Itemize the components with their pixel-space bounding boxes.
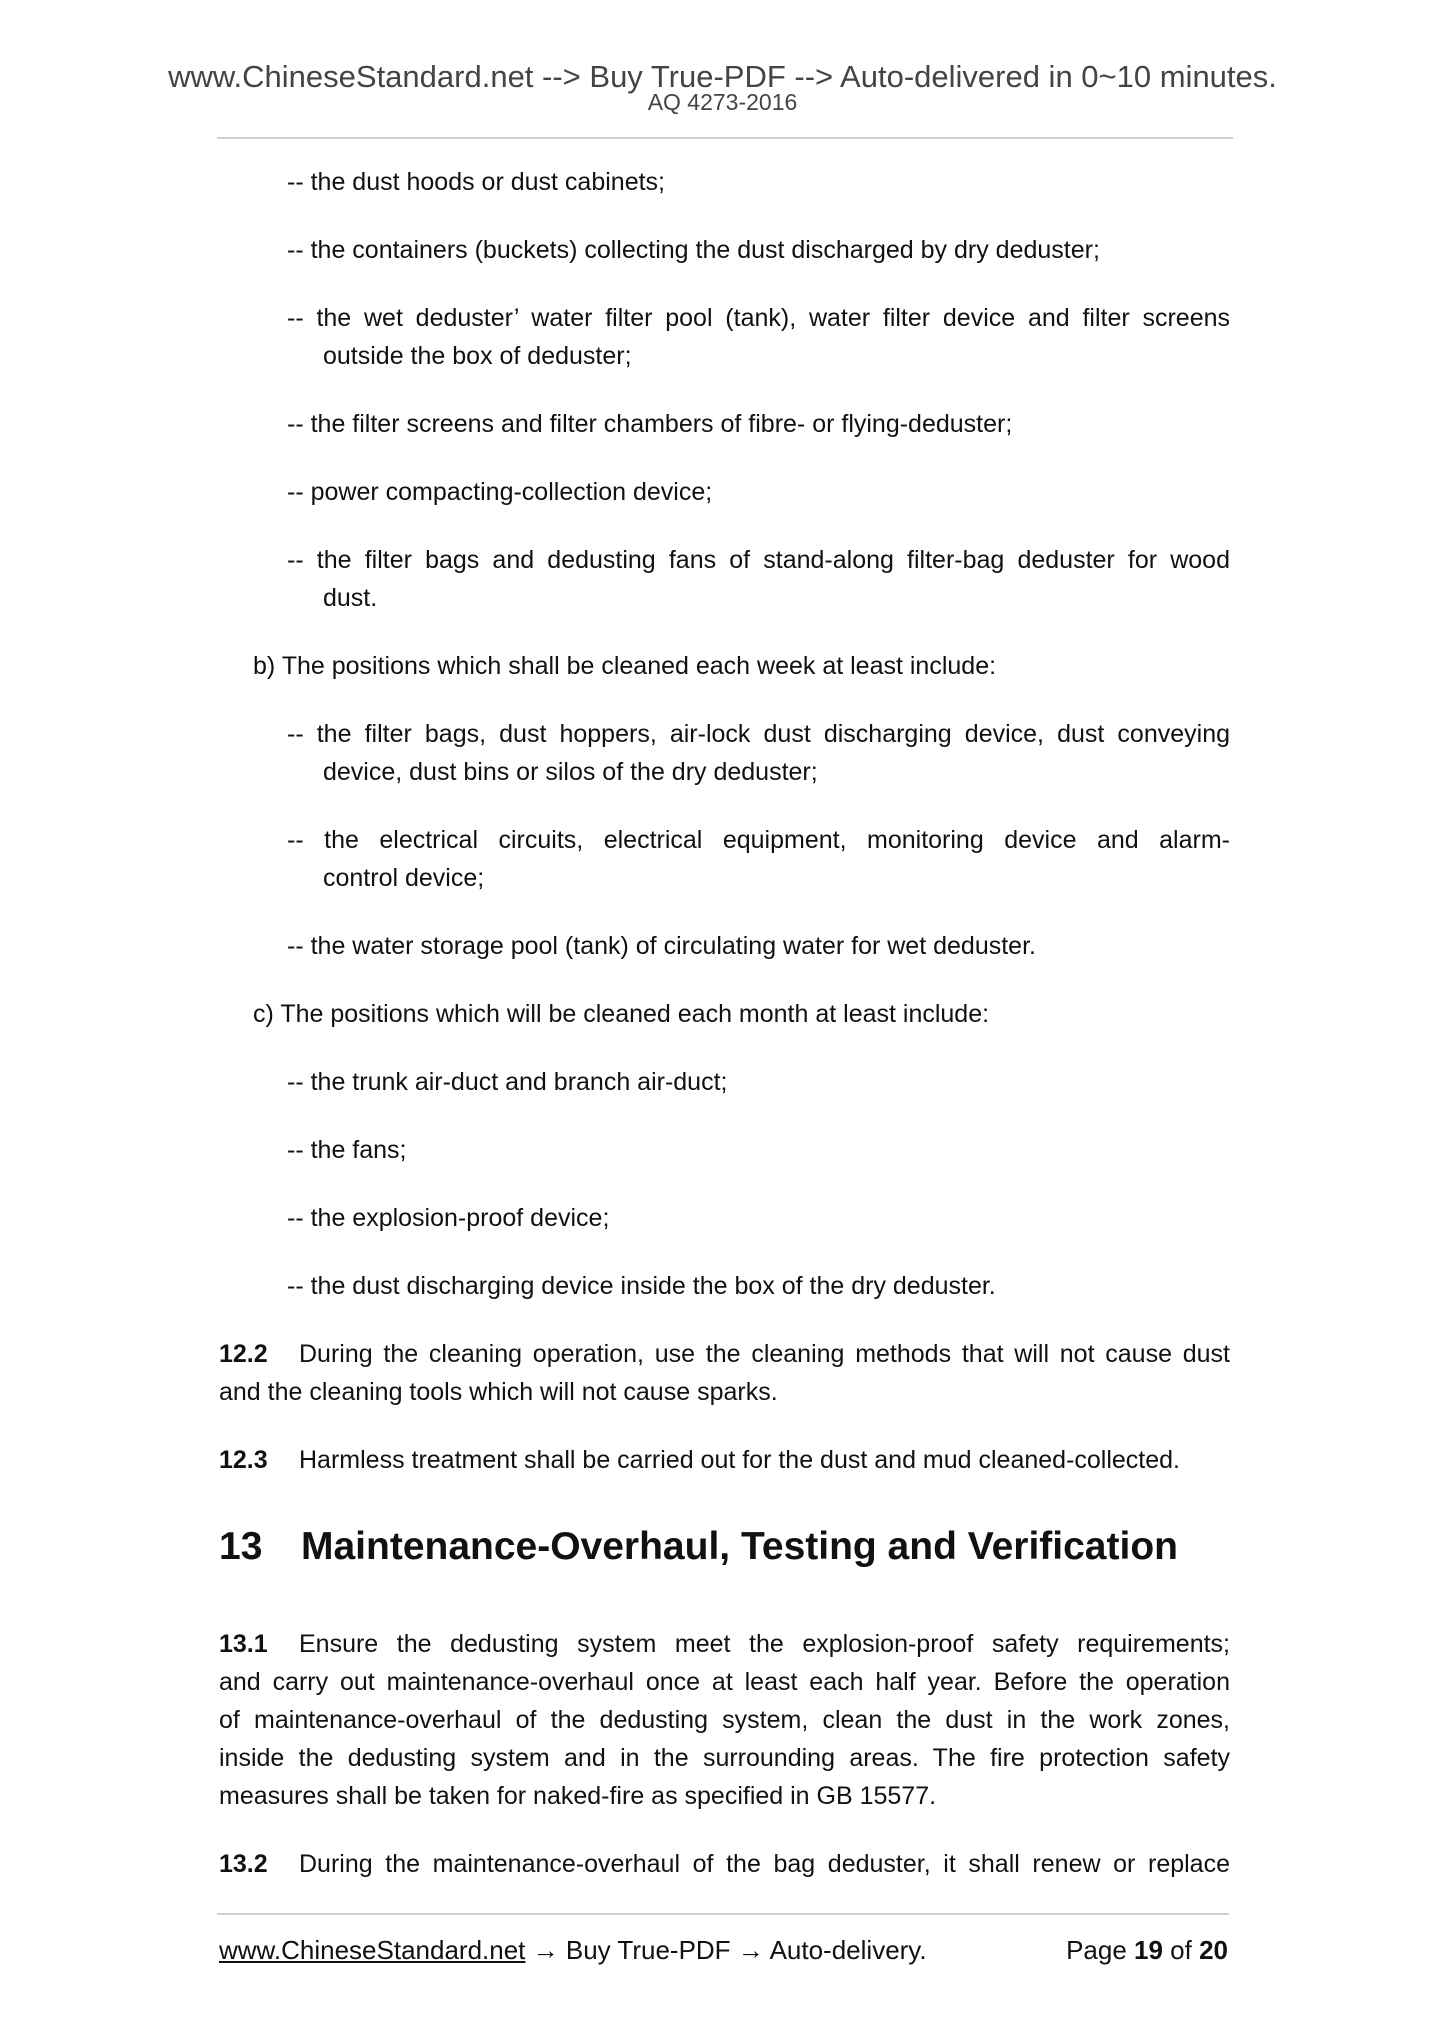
list-item: -- the electrical circuits, electrical equipment, monitoring device and alarm- [287,826,1230,854]
clause-text: of maintenance-overhaul of the dedusting system, clean the dust in the work zones, [219,1706,1230,1734]
clause-text: and carry out maintenance-overhaul once at least each half year. Before the operation [219,1668,1230,1696]
clause-number: 12.3 [219,1446,268,1474]
clause-number: 13.2 [219,1850,268,1878]
list-item: -- power compacting-collection device; [287,478,713,506]
list-item: -- the wet deduster’ water filter pool (tank), water filter device and filter screens [287,304,1230,332]
section-number: 13 [219,1525,263,1568]
list-intro-c: c) The positions which will be cleaned each month at least include: [253,1000,990,1028]
list-item: -- the filter bags and dedusting fans of stand-along filter-bag deduster for wood [287,546,1230,574]
list-item: -- the filter bags, dust hoppers, air-lock dust discharging device, dust conveying [287,720,1230,748]
list-item-continuation: device, dust bins or silos of the dry deduster; [323,758,818,786]
clause-text: and the cleaning tools which will not cause sparks. [219,1378,778,1406]
header-divider [217,137,1233,139]
clause-number: 12.2 [219,1340,268,1368]
top-banner: www.ChineseStandard.net --> Buy True-PDF --> Auto-delivered in 0~10 minutes. [168,59,1277,94]
clause-text: measures shall be taken for naked-fire as specified in GB 15577. [219,1782,937,1810]
clause-text: Harmless treatment shall be carried out for the dust and mud cleaned-collected. [299,1446,1181,1474]
footer-divider [217,1913,1229,1915]
clause-text: inside the dedusting system and in the surrounding areas. The fire protection safety [219,1744,1230,1772]
page-label: Page [1066,1935,1135,1965]
list-item-continuation: control device; [323,864,485,892]
page-indicator [1066,1933,1228,1967]
clause-text: During the maintenance-overhaul of the bag deduster, it shall renew or replace [299,1850,1230,1878]
list-item: -- the fans; [287,1136,407,1164]
footer-link[interactable]: www.ChineseStandard.net [219,1935,526,1965]
list-item: -- the dust discharging device inside the box of the dry deduster. [287,1272,996,1300]
footer-promo [219,1933,927,1967]
list-item: -- the containers (buckets) collecting the dust discharged by dry deduster; [287,236,1100,264]
list-item-continuation: dust. [323,584,378,612]
list-item: -- the filter screens and filter chambers of fibre- or flying-deduster; [287,410,1013,438]
page-number: 19 [1134,1935,1163,1965]
clause-number: 13.1 [219,1630,268,1658]
list-item: -- the explosion-proof device; [287,1204,610,1232]
footer-promo-text: → Buy True-PDF → Auto-delivery. [525,1935,927,1965]
page-total: 20 [1199,1935,1228,1965]
clause-text: During the cleaning operation, use the cleaning methods that will not cause dust [299,1340,1230,1368]
list-item: -- the water storage pool (tank) of circulating water for wet deduster. [287,932,1036,960]
clause-text: Ensure the dedusting system meet the explosion-proof safety requirements; [299,1630,1230,1658]
list-item: -- the trunk air-duct and branch air-duct; [287,1068,728,1096]
document-id: AQ 4273-2016 [647,89,798,115]
page-of-label: of [1162,1935,1200,1965]
list-item-continuation: outside the box of deduster; [323,342,632,370]
section-title: Maintenance-Overhaul, Testing and Verification [301,1525,1178,1568]
section-heading [219,1523,1178,1571]
list-item: -- the dust hoods or dust cabinets; [287,168,665,196]
list-intro-b: b) The positions which shall be cleaned each week at least include: [253,652,997,680]
